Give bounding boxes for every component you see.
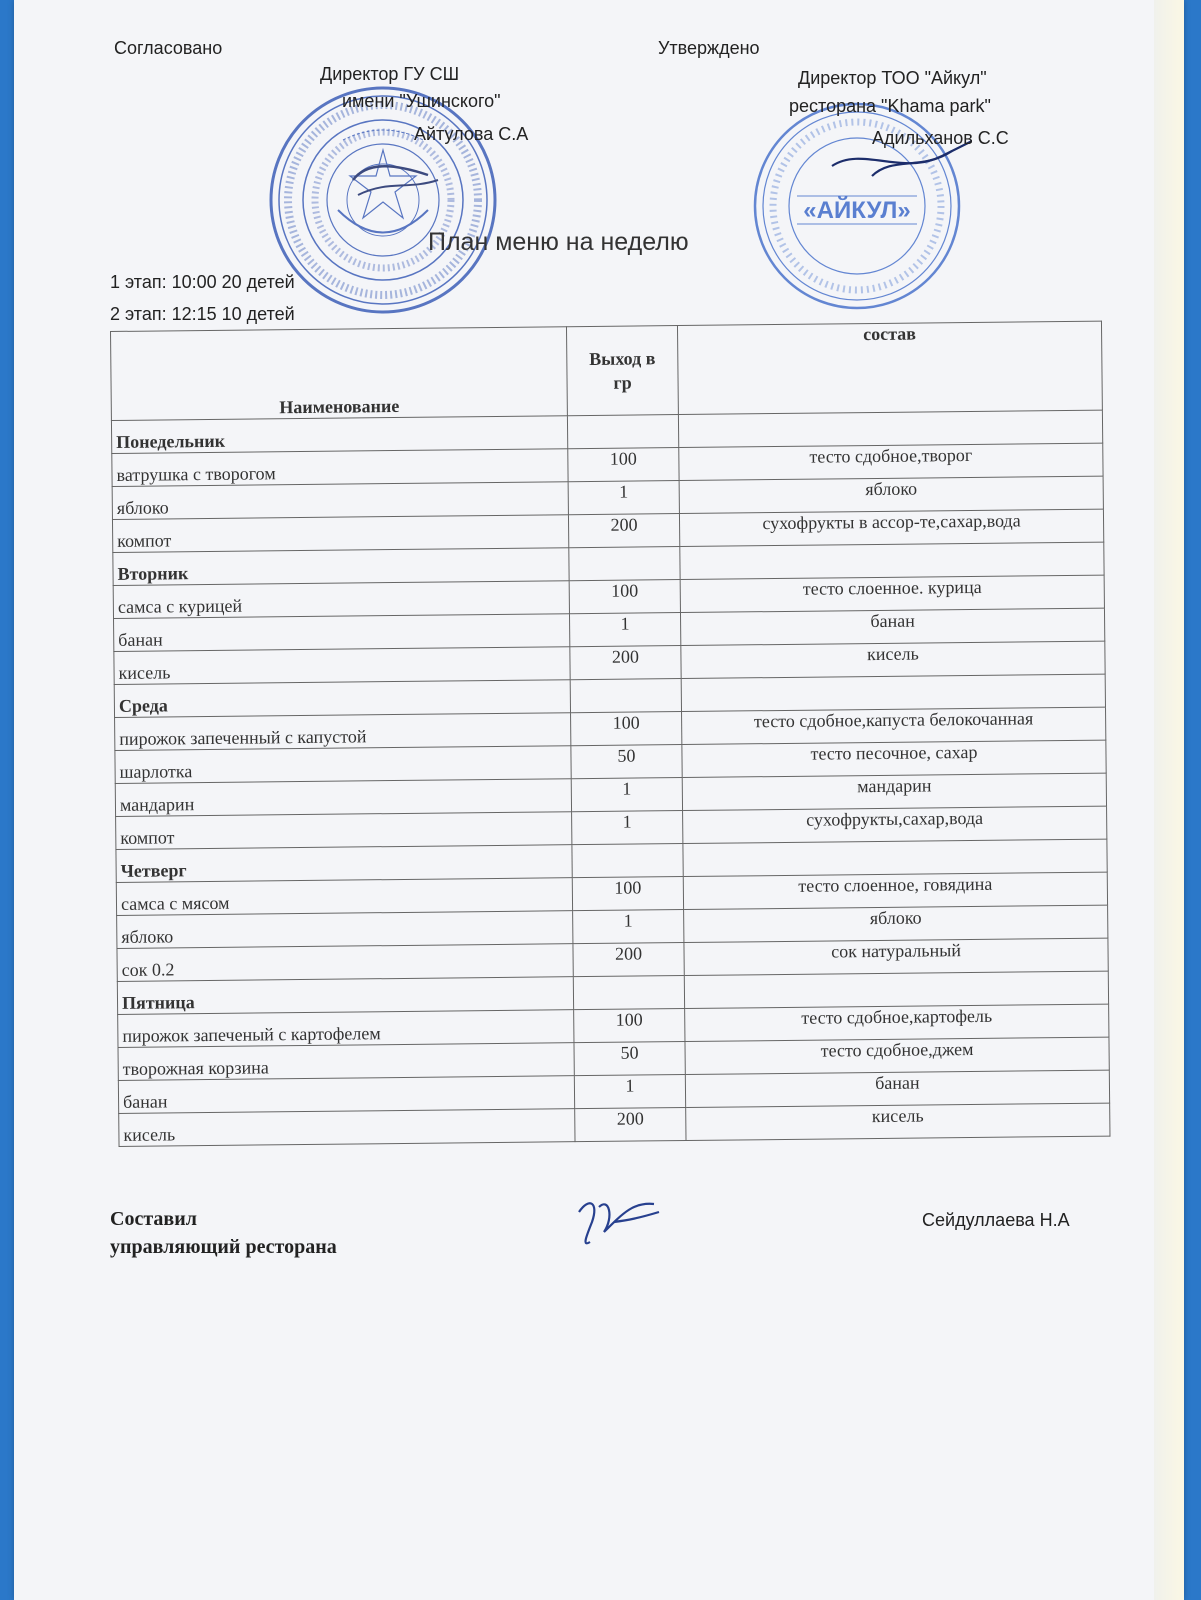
cell-composition: [684, 971, 1108, 1008]
compiled-role: управляющий ресторана: [110, 1236, 337, 1258]
cell-name: Четверг: [116, 845, 572, 883]
cell-composition: тесто сдобное,джем: [685, 1037, 1109, 1074]
cell-name: пирожок запеченый с картофелем: [118, 1010, 574, 1048]
cell-name: сок 0.2: [117, 944, 573, 982]
cell-output: [573, 976, 684, 1010]
cell-output: 50: [571, 745, 682, 779]
cell-name: самса с курицей: [113, 581, 569, 619]
cell-composition: сок натуральный: [684, 938, 1108, 975]
cell-output: [567, 415, 678, 449]
cell-output: 100: [571, 712, 682, 746]
cell-composition: [683, 839, 1107, 876]
compiled-label: Составил: [110, 1208, 197, 1230]
right-position-line-1: Директор ТОО "Айкул": [798, 68, 987, 88]
cell-output: 200: [568, 514, 679, 548]
right-person-name: Адильханов С.С: [872, 128, 1009, 148]
cell-name: кисель: [119, 1109, 575, 1147]
cell-output: [572, 844, 683, 878]
page-edge: [1154, 0, 1184, 1600]
approved-right-label: Утверждено: [658, 38, 760, 58]
left-position-line-2: имени "Ушинского": [342, 91, 501, 111]
cell-output: 100: [569, 580, 680, 614]
cell-output: 200: [575, 1108, 686, 1142]
menu-table: [110, 321, 1110, 1147]
stage-1: 1 этап: 10:00 20 детей: [110, 272, 295, 292]
cell-output: 200: [570, 646, 681, 680]
menu-table-body: [111, 410, 1110, 1146]
compiler-signature: [574, 1192, 664, 1252]
cell-composition: [680, 542, 1104, 579]
header-output: [566, 326, 678, 416]
cell-composition: тесто сдобное,творог: [679, 443, 1103, 480]
header-name: Наименование: [111, 327, 568, 421]
cell-output: 100: [572, 877, 683, 911]
compiled-name: Сейдуллаева Н.А: [922, 1210, 1070, 1230]
cell-output: 200: [573, 943, 684, 977]
cell-composition: тесто сдобное,картофель: [685, 1004, 1109, 1041]
header-output-line-1: Выход в: [589, 348, 656, 369]
cell-composition: кисель: [686, 1103, 1110, 1140]
cell-composition: банан: [680, 608, 1104, 645]
cell-name: компот: [112, 515, 568, 553]
cell-composition: тесто слоенное. курица: [680, 575, 1104, 612]
cell-name: ватрушка с творогом: [112, 449, 568, 487]
cell-output: 1: [571, 778, 682, 812]
cell-name: банан: [118, 1076, 574, 1114]
approved-left-label: Согласовано: [114, 38, 223, 58]
cell-output: 100: [574, 1009, 685, 1043]
cell-composition: тесто слоенное, говядина: [683, 872, 1107, 909]
right-position-line-2: ресторана "Khama park": [789, 96, 991, 116]
cell-composition: яблоко: [679, 476, 1103, 513]
page-title: План меню на неделю: [428, 228, 689, 256]
cell-name: яблоко: [112, 482, 568, 520]
cell-composition: тесто сдобное,капуста белокочанная: [682, 707, 1106, 744]
cell-composition: [678, 410, 1102, 447]
cell-output: 50: [574, 1042, 685, 1076]
left-person-name: Айтулова С.А: [414, 124, 529, 144]
right-stamp-text: «АЙКУЛ»: [803, 197, 911, 224]
cell-name: Понедельник: [111, 416, 567, 454]
left-position-line-1: Директор ГУ СШ: [320, 64, 460, 84]
cell-composition: кисель: [681, 641, 1105, 678]
cell-name: пирожок запеченный с капустой: [115, 713, 571, 751]
cell-output: 1: [572, 811, 683, 845]
cell-composition: мандарин: [682, 773, 1106, 810]
cell-name: яблоко: [117, 911, 573, 949]
cell-name: банан: [114, 614, 570, 652]
cell-composition: сухофрукты в ассор-те,сахар,вода: [679, 509, 1103, 546]
cell-name: шарлотка: [115, 746, 571, 784]
cell-output: [570, 679, 681, 713]
cell-name: Пятница: [117, 977, 573, 1015]
cell-name: компот: [116, 812, 572, 850]
header-output-line-2: гр: [613, 372, 632, 393]
cell-name: творожная корзина: [118, 1043, 574, 1081]
cell-name: мандарин: [115, 779, 571, 817]
cell-output: 1: [569, 613, 680, 647]
cell-composition: тесто песочное, сахар: [682, 740, 1106, 777]
header-composition: состав: [677, 321, 1102, 414]
cell-name: самса с мясом: [116, 878, 572, 916]
cell-composition: банан: [685, 1070, 1109, 1107]
cell-output: 1: [573, 910, 684, 944]
table-header-row: [111, 321, 1103, 420]
cell-output: 100: [568, 448, 679, 482]
cell-output: 1: [568, 481, 679, 515]
cell-composition: сухофрукты,сахар,вода: [683, 806, 1107, 843]
stage-2: 2 этап: 12:15 10 детей: [110, 304, 295, 324]
cell-output: [569, 547, 680, 581]
cell-output: 1: [574, 1075, 685, 1109]
cell-composition: яблоко: [684, 905, 1108, 942]
cell-name: кисель: [114, 647, 570, 685]
document-page: [14, 0, 1184, 1600]
cell-composition: [681, 674, 1105, 711]
cell-name: Вторник: [113, 548, 569, 586]
left-round-stamp: [258, 80, 508, 320]
cell-name: Среда: [114, 680, 570, 718]
